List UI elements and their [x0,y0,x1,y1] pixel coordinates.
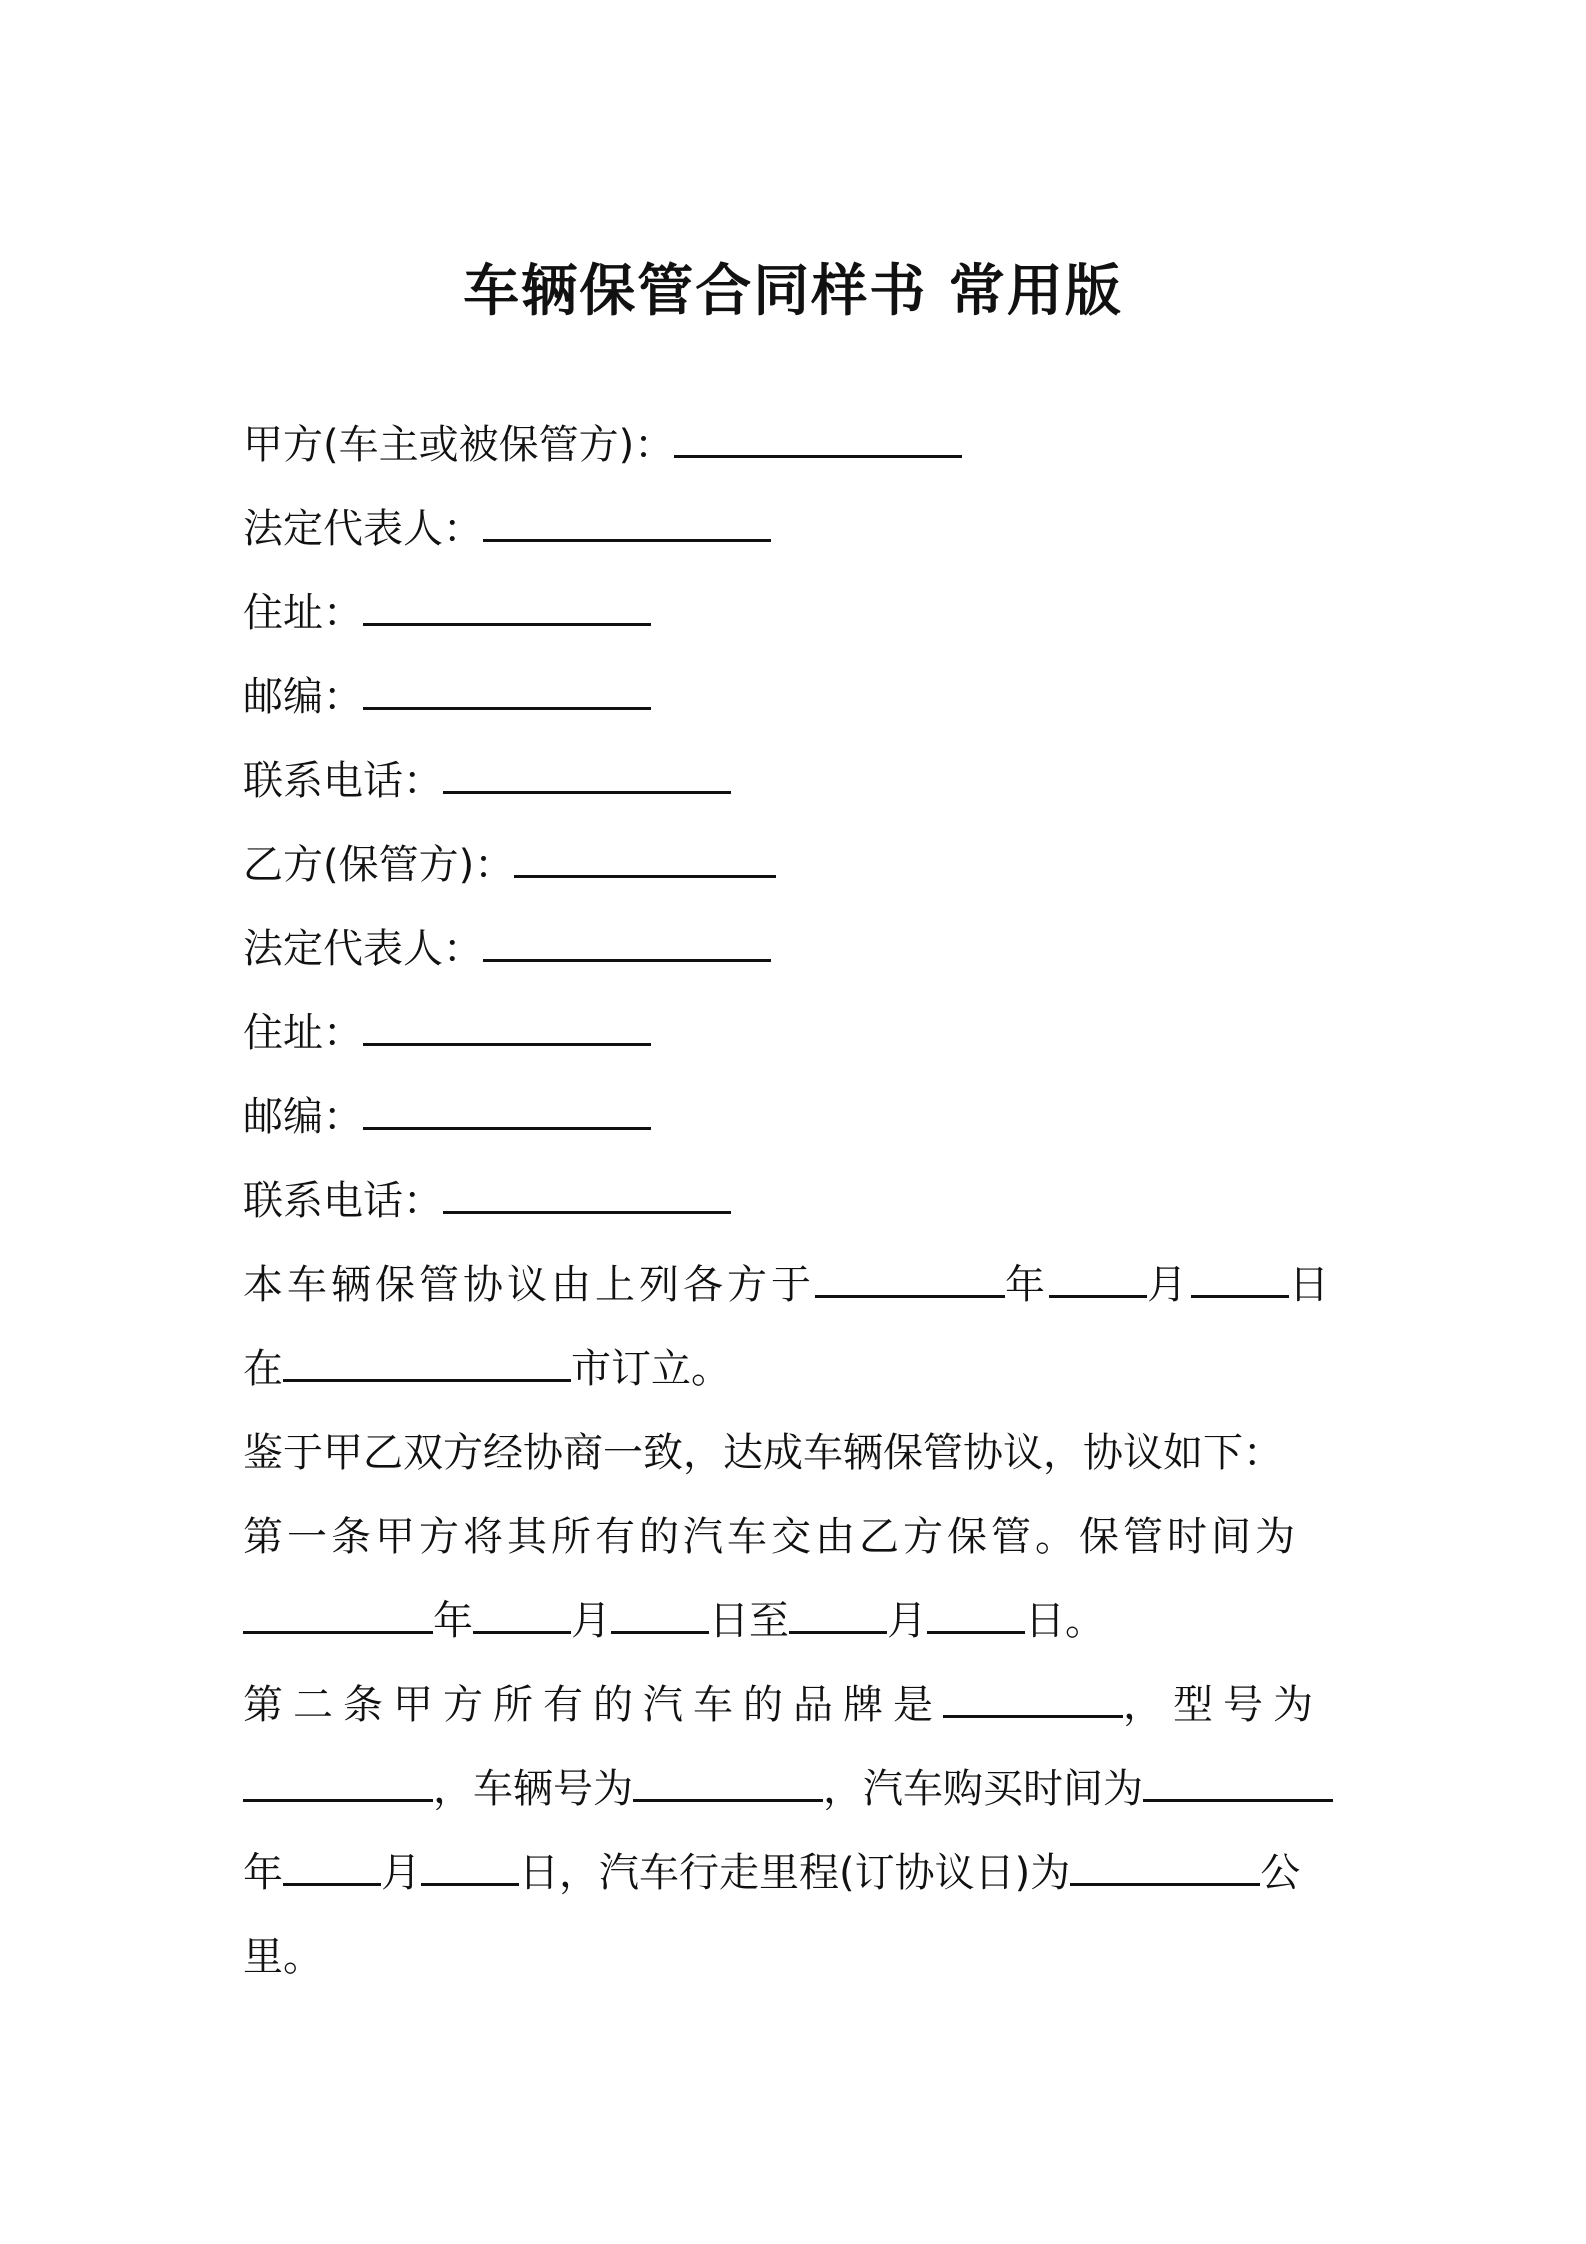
party-a-address-line [243,571,1355,655]
article2-day-blank[interactable] [421,1839,519,1886]
document-body [243,403,1355,1999]
party-b-address-blank[interactable] [363,999,651,1046]
article2-brand-blank[interactable] [943,1671,1123,1718]
article1-day2-blank[interactable] [927,1587,1025,1634]
article1-day-end-label: 日。 [1025,1598,1105,1644]
party-a-blank[interactable] [674,411,962,458]
party-b-phone-line [243,1159,1355,1243]
article2-month-blank[interactable] [283,1839,381,1886]
article1-year-label: 年 [433,1598,473,1644]
signing-month-blank[interactable] [1049,1251,1147,1298]
article2-year-label: 年 [243,1850,283,1896]
article2-day-mileage-label: 日，汽车行走里程(订协议日)为 [519,1850,1071,1896]
party-b-phone-blank[interactable] [443,1167,731,1214]
article1-day1-blank[interactable] [611,1587,709,1634]
article1-day-to-label: 日至 [709,1598,789,1644]
party-b-label: 乙方(保管方)： [243,842,515,888]
party-a-rep-label: 法定代表人： [243,506,483,552]
article2-purchase-label: ，汽车购买时间为 [823,1766,1143,1812]
signing-day-blank[interactable] [1191,1251,1289,1298]
signing-month-label: 月 [1147,1262,1191,1308]
article2-model-blank[interactable] [243,1755,433,1802]
signing-suffix: 市订立。 [571,1346,731,1392]
party-a-postcode-label: 邮编： [243,674,363,720]
signing-year-label: 年 [1005,1262,1049,1308]
article2-km-label: 公 [1260,1850,1301,1896]
article1-month1-label: 月 [571,1598,611,1644]
party-a-line [243,403,1355,487]
party-b-rep-blank[interactable] [483,915,771,962]
preamble-text: 鉴于甲乙双方经协商一致，达成车辆保管协议，协议如下： [243,1430,1283,1476]
article2-mileage-blank[interactable] [1070,1839,1260,1886]
party-b-rep-line [243,907,1355,991]
party-a-postcode-blank[interactable] [363,663,651,710]
article1-month2-blank[interactable] [789,1587,887,1634]
article2-line-3 [243,1831,1355,1915]
party-b-address-label: 住址： [243,1010,363,1056]
article2-line-2 [243,1747,1355,1831]
party-a-rep-line [243,487,1355,571]
signing-city-blank[interactable] [283,1335,571,1382]
party-b-line [243,823,1355,907]
signing-in-label: 在 [243,1346,283,1392]
party-a-label: 甲方(车主或被保管方)： [243,422,675,468]
signing-year-blank[interactable] [815,1251,1005,1298]
article2-km-end-label: 里。 [243,1934,323,1980]
party-a-phone-blank[interactable] [443,747,731,794]
party-b-blank[interactable] [514,831,776,878]
article1-month1-blank[interactable] [473,1587,571,1634]
party-a-address-blank[interactable] [363,579,651,626]
party-b-rep-label: 法定代表人： [243,926,483,972]
article2-model-label: ，型号为 [1123,1682,1323,1728]
party-a-address-label: 住址： [243,590,363,636]
party-a-rep-blank[interactable] [483,495,771,542]
article2-month-label: 月 [381,1850,421,1896]
party-b-phone-label: 联系电话： [243,1178,443,1224]
article2-prefix: 第二条甲方所有的汽车的品牌是 [243,1682,943,1728]
article1-text: 第一条甲方将其所有的汽车交由乙方保管。保管时间为 [243,1514,1299,1560]
document-title: 车辆保管合同样书 常用版 [463,259,1123,324]
signing-day-label: 日 [1289,1262,1333,1308]
article1-line-2 [243,1579,1355,1663]
signing-line-2 [243,1327,1355,1411]
article1-year-blank[interactable] [243,1587,433,1634]
article2-purchase-blank[interactable] [1143,1755,1333,1802]
article2-plate-label: ，车辆号为 [433,1766,633,1812]
party-a-postcode-line [243,655,1355,739]
party-b-postcode-line [243,1075,1355,1159]
article1-line-1 [243,1495,1355,1579]
article2-plate-blank[interactable] [633,1755,823,1802]
party-b-postcode-blank[interactable] [363,1083,651,1130]
article2-line-4 [243,1915,1355,1999]
signing-line-1 [243,1243,1355,1327]
signing-prefix: 本车辆保管协议由上列各方于 [243,1262,815,1308]
article2-line-1 [243,1663,1355,1747]
party-a-phone-line [243,739,1355,823]
party-a-phone-label: 联系电话： [243,758,443,804]
party-b-address-line [243,991,1355,1075]
party-b-postcode-label: 邮编： [243,1094,363,1140]
preamble-line [243,1411,1355,1495]
article1-month2-label: 月 [887,1598,927,1644]
